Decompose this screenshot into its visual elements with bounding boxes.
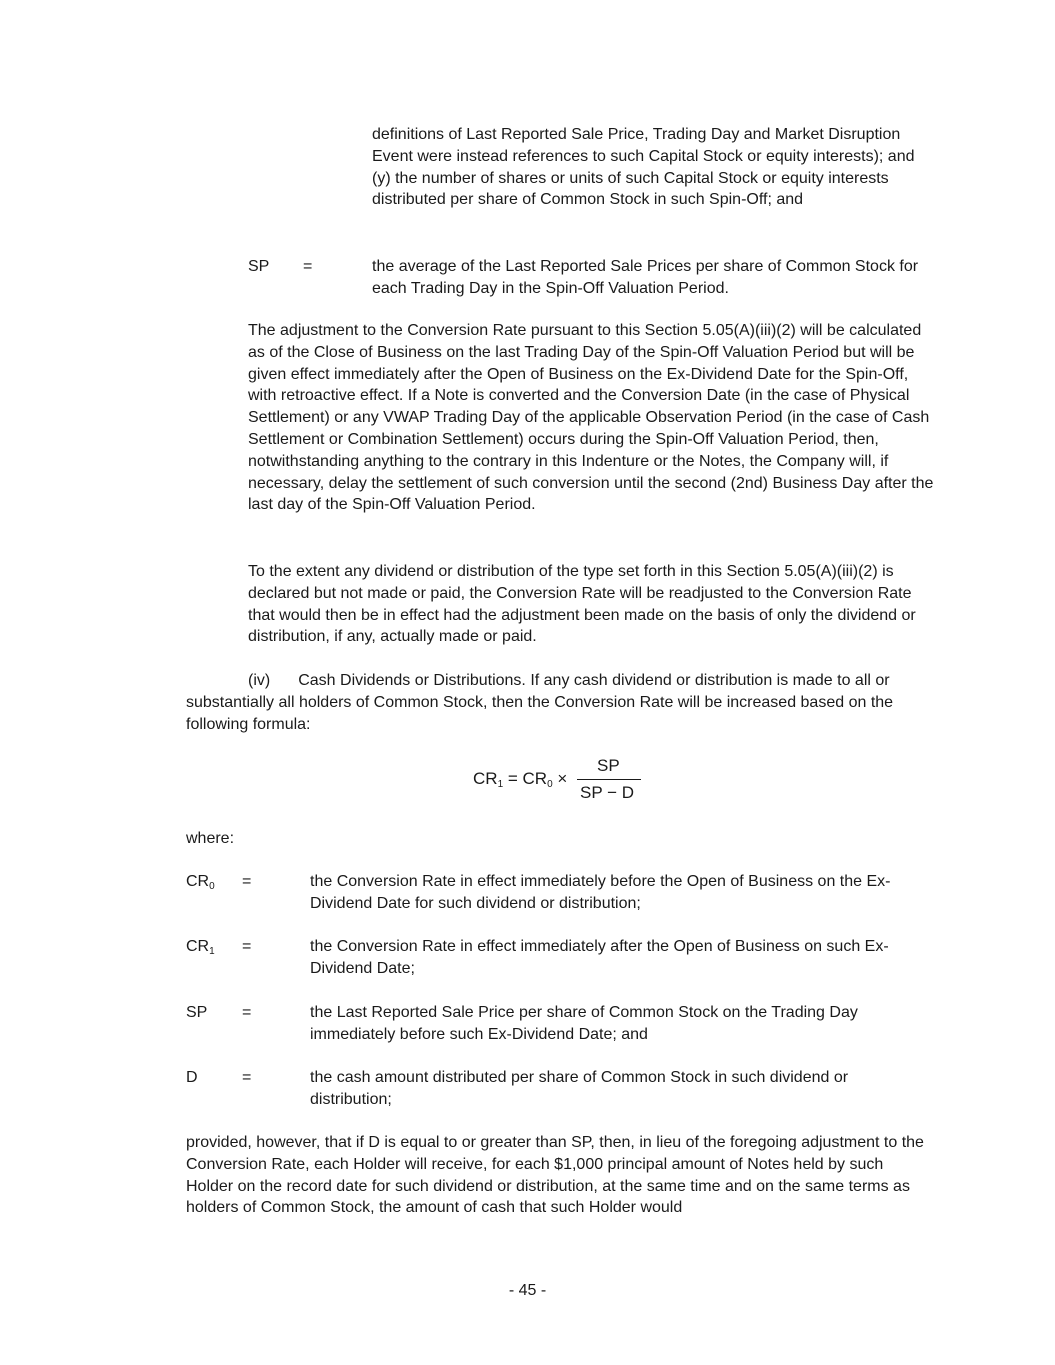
formula-numerator: SP	[597, 756, 620, 775]
section-iv-text: Cash Dividends or Distributions. If any cash dividend or distribution is made to all or substantially all holders of Common Stock, then the Conversion Rate will be increased based on the following formula:	[186, 672, 894, 733]
fraction-bar	[577, 779, 641, 780]
conversion-formula	[473, 756, 653, 806]
sp-equals: =	[303, 258, 313, 275]
d-label: D	[186, 1069, 198, 1086]
section-iv-paragraph	[186, 670, 926, 735]
provided-paragraph: provided, however, that if D is equal to or greater than SP, then, in lieu of the foregoing adjustment to the Conversion Rate, each Holder will receive, for each $1,000 principal amount of Notes held by such Holder on the record date for such dividend or distribution, at the same time and on the same terms as holders of Common Stock, the amount of cash that such Holder would	[186, 1134, 924, 1217]
formula-lhs: $CR_1 = CR_0$ ×	[473, 769, 568, 790]
sp-label: SP	[248, 258, 270, 275]
extent-paragraph: To the extent any dividend or distribution of the type set forth in this Section 5.05(A)(iii)(2) is declared but not made or paid, the Conversion Rate will be readjusted to the Conversion Rate that would then be in effect had the adjustment been made on the basis of only the dividend or distribution, if any, actually made or paid.	[248, 563, 916, 646]
where-label: where:	[186, 830, 235, 847]
sp2-equals: =	[242, 1004, 252, 1021]
cr0-equals: =	[242, 873, 252, 890]
formula-denominator: SP − D	[580, 783, 635, 802]
d-equals: =	[242, 1069, 252, 1086]
cr0-label: $CR_0$	[186, 873, 215, 892]
sp2-definition-text: the Last Reported Sale Price per share of Common Stock on the Trading Day immediately before such Ex-Dividend Date; and	[310, 1004, 858, 1043]
cr1-label: $CR_1$	[186, 938, 215, 957]
continuation-paragraph: definitions of Last Reported Sale Price, Trading Day and Market Disruption Event were instead references to such Capital Stock or equity interests); and (y) the number of shares or units of such Capital Stock or equity interests distributed per share of Common Stock in such Spin-Off; and	[372, 126, 915, 209]
sp2-label: SP	[186, 1004, 208, 1021]
adjustment-paragraph: The adjustment to the Conversion Rate pursuant to this Section 5.05(A)(iii)(2) will be calculated as of the Close of Business on the last Trading Day of the Spin-Off Valuation Period but will be given effect immediately after the Open of Business on the Ex-Dividend Date for the Spin-Off, with retroactive effect. If a Note is converted and the Conversion Date (in the case of Physical Settlement) or any VWAP Trading Day of the applicable Observation Period (in the case of Cash Settlement or Combination Settlement) occurs during the Spin-Off Valuation Period, then, notwithstanding anything to the contrary in this Indenture or the Notes, the Company will, if necessary, delay the settlement of such conversion until the second (2nd) Business Day after the last day of the Spin-Off Valuation Period.	[248, 322, 934, 514]
sp-definition-text: the average of the Last Reported Sale Prices per share of Common Stock for each Trading Day in the Spin-Off Valuation Period.	[372, 258, 919, 297]
cr1-equals: =	[242, 938, 252, 955]
page-number: - 45 -	[508, 1282, 547, 1299]
section-number: (iv)	[248, 672, 271, 689]
cr1-definition-text: the Conversion Rate in effect immediately after the Open of Business on such Ex-Dividend Date;	[310, 938, 889, 977]
cr0-definition-text: the Conversion Rate in effect immediately before the Open of Business on the Ex-Dividend Date for such dividend or distribution;	[310, 873, 891, 912]
d-definition-text: the cash amount distributed per share of Common Stock in such dividend or distribution;	[310, 1069, 849, 1108]
